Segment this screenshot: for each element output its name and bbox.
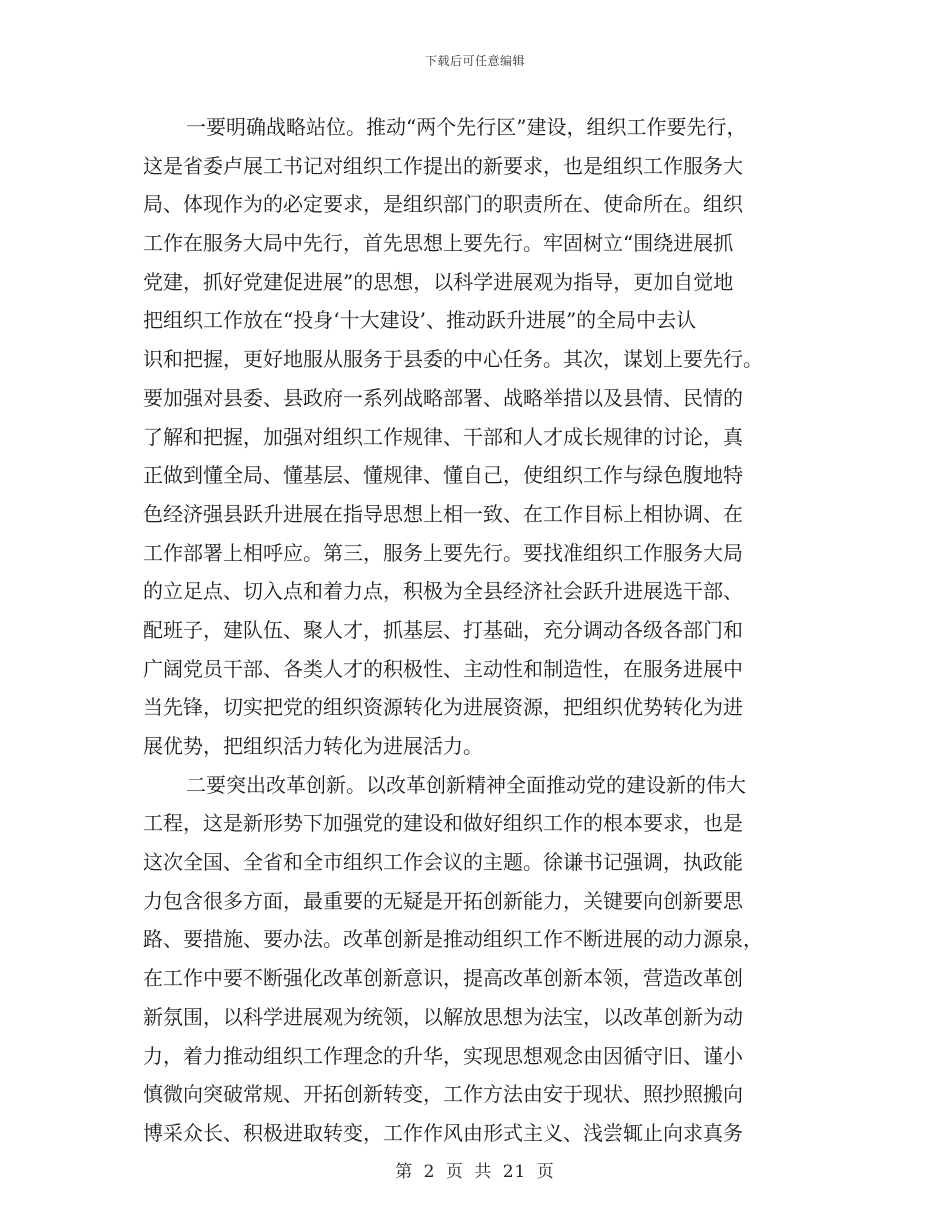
text-line: 这次全国、全省和全市组织工作会议的主题。徐谦书记强调，执政能 [143,850,743,875]
text-line: 了解和把握，加强对组织工作规律、干部和人才成长规律的讨论，真 [143,424,743,449]
text-line: 工程，这是新形势下加强党的建设和做好组织工作的根本要求，也是 [143,811,743,836]
text-line: 一要明确战略站位。推动“两个先行区”建设，组织工作要先行， [186,115,747,139]
text-line: 广阔党员干部、各类人才的积极性、主动性和制造性，在服务进展中 [143,656,743,681]
text-line: 把组织工作放在“投身‘十大建设’、推动跃升进展”的全局中去认 [143,308,697,333]
text-line: 局、体现作为的必定要求，是组织部门的职责所在、使命所在。组织 [143,192,743,217]
text-line: 慎微向突破常规、开拓创新转变，工作方法由安于现状、照抄照搬向 [143,1082,743,1107]
paragraph-1 [143,108,803,766]
text-line: 力，着力推动组织工作理念的升华，实现思想观念由因循守旧、谨小 [143,1043,743,1068]
text-line: 工作部署上相呼应。第三，服务上要先行。要找准组织工作服务大局 [143,540,743,565]
text-line: 要加强对县委、县政府一系列战略部署、战略举措以及县情、民情的 [143,385,743,410]
text-line: 的立足点、切入点和着力点，积极为全县经济社会跃升进展选干部、 [143,579,743,604]
paragraph-2 [143,766,803,1153]
text-line: 博采众长、积极进取转变，工作作风由形式主义、浅尝辄止向求真务 [143,1120,743,1145]
text-line: 当先锋，切实把党的组织资源转化为进展资源，把组织优势转化为进 [143,695,743,720]
text-line: 在工作中要不断强化改革创新意识，提高改革创新本领，营造改革创 [143,966,743,991]
text-line: 二要突出改革创新。以改革创新精神全面推动党的建设新的伟大 [186,772,746,797]
text-line: 力包含很多方面，最重要的无疑是开拓创新能力，关键要向创新要思 [143,888,743,913]
text-line: 展优势，把组织活力转化为进展活力。 [143,734,483,758]
text-line: 这是省委卢展工书记对组织工作提出的新要求，也是组织工作服务大 [143,153,743,178]
text-line: 正做到懂全局、懂基层、懂规律、懂自己，使组织工作与绿色腹地特 [143,463,743,488]
document-body [143,108,803,1153]
text-line: 识和把握，更好地服从服务于县委的中心任务。其次，谋划上要先行。 [143,347,763,372]
text-line: 党建，抓好党建促进展”的思想，以科学进展观为指导，更加自觉地 [143,269,734,294]
text-line: 新氛围，以科学进展观为统领，以解放思想为法宝，以改革创新为动 [143,1004,743,1029]
text-line: 路、要措施、要办法。改革创新是推动组织工作不断进展的动力源泉， [143,927,763,952]
text-line: 色经济强县跃升进展在指导思想上相一致、在工作目标上相协调、在 [143,501,743,526]
page-header: 下载后可任意编辑 [424,54,525,68]
text-line: 工作在服务大局中先行，首先思想上要先行。牢固树立“围绕进展抓 [143,231,734,256]
page-number: 第 2 页 共 21 页 [395,1162,555,1182]
text-line: 配班子，建队伍、聚人才，抓基层、打基础，充分调动各级各部门和 [143,617,743,642]
